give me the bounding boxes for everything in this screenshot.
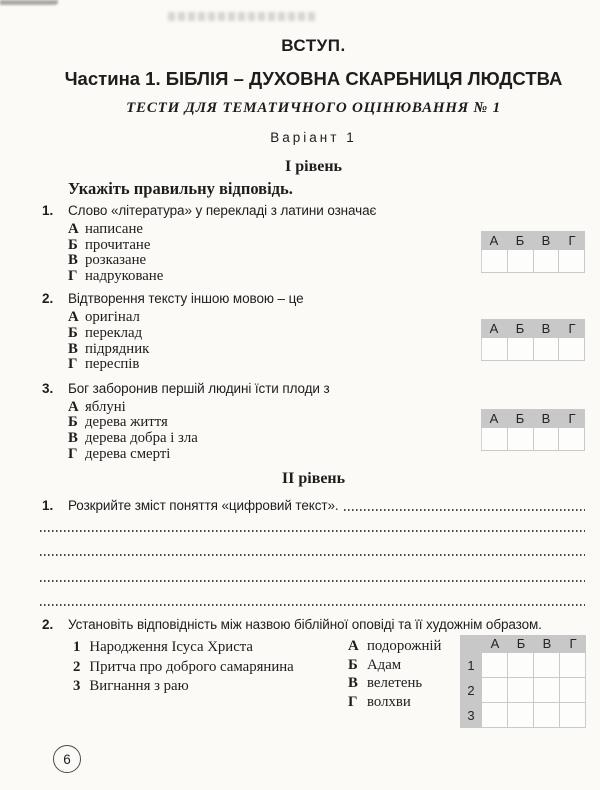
matching-grid-row xyxy=(460,653,586,678)
answer-cell xyxy=(559,250,585,272)
answer-cell xyxy=(534,250,560,272)
option-text: розказане xyxy=(85,252,147,269)
scan-artifact-ghost-text xyxy=(168,12,318,21)
scan-artifact-corner xyxy=(0,0,58,5)
writing-line xyxy=(40,530,585,532)
match-cell xyxy=(534,678,560,703)
grid-header-letter: Г xyxy=(568,410,576,426)
option-letter: Б xyxy=(68,414,78,431)
tests-title: ТЕСТИ ДЛЯ ТЕМАТИЧНОГО ОЦІНЮВАННЯ № 1 xyxy=(126,100,501,116)
question-stem-text: Розкрийте зміст поняття «цифровий текст». xyxy=(68,498,339,514)
option-text: оригінал xyxy=(85,309,140,326)
matching-grid-row xyxy=(460,678,586,703)
matching-grid-header xyxy=(460,635,586,653)
option-text: прочитане xyxy=(85,236,151,253)
answer-grid-header xyxy=(481,231,585,250)
match-item-text: Притча про доброго самарянина xyxy=(89,658,294,675)
grid-header-letter: В xyxy=(534,635,560,653)
chapter-title: ВСТУП. xyxy=(281,36,346,55)
match-item-number: 1 xyxy=(73,639,81,656)
answer-cell xyxy=(534,338,560,360)
match-item-letter: А xyxy=(348,638,359,655)
option-letter: Б xyxy=(68,236,78,253)
match-cell xyxy=(534,703,560,728)
match-cell xyxy=(508,703,534,728)
part-title: Частина 1. БІБЛІЯ – ДУХОВНА СКАРБНИЦЯ ЛЮДСТВА xyxy=(64,68,563,89)
match-item-letter: В xyxy=(348,675,358,692)
grid-header-letter: В xyxy=(541,233,551,248)
answer-grid-cells xyxy=(481,428,585,451)
question-number: 2. xyxy=(42,617,54,633)
level2-question-2 xyxy=(42,616,585,738)
grid-header-letter: Г xyxy=(568,233,576,248)
option-text: переспів xyxy=(85,356,140,373)
question-2-stem xyxy=(42,290,585,307)
match-cell xyxy=(482,678,508,703)
writing-line xyxy=(40,604,585,606)
grid-header-letter: Б xyxy=(508,635,534,653)
answer-cell xyxy=(508,428,534,450)
match-cell xyxy=(482,703,508,728)
level2-question-1 xyxy=(42,497,585,606)
answer-cell xyxy=(481,250,508,272)
grid-header-letter: А xyxy=(489,321,499,337)
page-number: 6 xyxy=(53,745,81,773)
match-item-text: подорожній xyxy=(367,638,442,655)
match-item-letter: Б xyxy=(348,656,358,673)
option-text: яблуні xyxy=(85,398,126,415)
option-letter: Г xyxy=(68,445,78,462)
question-3-stem xyxy=(42,380,585,397)
matching-right-item xyxy=(348,637,441,656)
writing-line xyxy=(40,580,585,582)
question-2 xyxy=(42,290,585,372)
option-text: написане xyxy=(85,221,143,237)
question-number: 3. xyxy=(42,380,54,396)
grid-row-number: 3 xyxy=(460,703,482,728)
option-text: підрядник xyxy=(85,340,150,357)
option-letter: В xyxy=(68,252,78,269)
option-letter: Г xyxy=(68,267,78,284)
answer-cell xyxy=(559,338,585,360)
level1-title: І рівень xyxy=(285,158,342,175)
question-number: 1. xyxy=(42,498,54,514)
answer-cell xyxy=(508,338,534,360)
matching-right-column xyxy=(348,637,441,711)
option-letter: В xyxy=(68,429,78,446)
match-item-text: велетень xyxy=(367,675,423,692)
grid-header-letter: А xyxy=(489,233,499,248)
level1-instruction: Укажіть правильну відповідь. xyxy=(68,179,293,198)
match-cell xyxy=(534,653,560,678)
option-text: дерева добра і зла xyxy=(85,429,198,446)
answer-cell xyxy=(559,428,585,450)
matching-block xyxy=(42,638,585,738)
option-letter: А xyxy=(68,309,79,326)
option-text: дерева життя xyxy=(85,414,168,431)
answer-cell xyxy=(481,338,508,360)
option-letter: Б xyxy=(68,324,78,341)
grid-header-letter: А xyxy=(489,410,499,426)
match-item-text: волхви xyxy=(367,693,411,710)
question-stem-text: Слово «література» у перекладі з латини означає xyxy=(68,203,377,218)
grid-header-letter: В xyxy=(541,410,551,426)
question-stem-text: Установіть відповідність між назвою біблійної оповіді та її художнім образом. xyxy=(68,617,542,633)
writing-line xyxy=(40,554,585,556)
answer-grid-cells xyxy=(481,250,585,273)
level2-q2-stem xyxy=(42,616,585,633)
matching-right-item xyxy=(348,674,441,693)
grid-header-letter: Г xyxy=(568,321,576,337)
grid-header-letter: А xyxy=(482,635,508,653)
matching-right-item xyxy=(348,656,441,675)
option-text: дерева смерті xyxy=(85,445,171,462)
match-item-text: Народження Ісуса Христа xyxy=(89,639,253,656)
option-text: переклад xyxy=(85,324,143,341)
question-1-stem xyxy=(42,202,585,219)
option-letter: Г xyxy=(68,356,78,373)
level2-title: ІІ рівень xyxy=(281,470,346,488)
grid-header-letter: Г xyxy=(560,635,586,653)
match-item-text: Вигнання з раю xyxy=(89,678,189,695)
matching-grid-row xyxy=(460,703,586,728)
answer-grid-q3 xyxy=(481,409,585,451)
match-cell xyxy=(508,653,534,678)
option-text: надруковане xyxy=(85,267,164,284)
question-1 xyxy=(42,202,585,284)
grid-header-letter: Б xyxy=(515,410,525,426)
match-cell xyxy=(482,653,508,678)
match-item-letter: Г xyxy=(348,693,358,710)
answer-grid-header xyxy=(481,319,585,338)
grid-corner xyxy=(460,635,482,653)
matching-grid xyxy=(460,635,586,728)
variant-label: Варіант 1 xyxy=(270,130,357,145)
grid-header-letter: Б xyxy=(515,321,525,337)
option-letter: А xyxy=(68,221,79,237)
answer-grid-q1 xyxy=(481,231,585,273)
level2-q1-stem xyxy=(42,497,585,514)
answer-cell xyxy=(508,250,534,272)
question-number: 1. xyxy=(42,203,54,218)
grid-header-letter: В xyxy=(541,321,551,337)
match-cell xyxy=(560,653,586,678)
option-letter: В xyxy=(68,340,78,357)
match-cell xyxy=(560,703,586,728)
match-item-number: 2 xyxy=(73,658,81,675)
answer-grid-header xyxy=(481,409,585,428)
question-stem-text: Бог заборонив першій людині їсти плоди з xyxy=(68,380,330,396)
match-item-number: 3 xyxy=(73,678,81,695)
match-cell xyxy=(560,678,586,703)
answer-cell xyxy=(481,428,508,450)
question-number: 2. xyxy=(42,291,54,307)
grid-row-number: 2 xyxy=(460,678,482,703)
grid-row-number: 1 xyxy=(460,653,482,678)
question-3 xyxy=(42,380,585,462)
match-item-text: Адам xyxy=(367,656,402,673)
option-letter: А xyxy=(68,398,79,415)
matching-right-item xyxy=(348,693,441,712)
answer-cell xyxy=(534,428,560,450)
answer-grid-q2 xyxy=(481,319,585,361)
answer-grid-cells xyxy=(481,338,585,361)
match-cell xyxy=(508,678,534,703)
question-stem-text: Відтворення тексту іншою мовою – це xyxy=(68,291,304,307)
writing-line xyxy=(344,509,585,511)
grid-header-letter: Б xyxy=(515,233,525,248)
